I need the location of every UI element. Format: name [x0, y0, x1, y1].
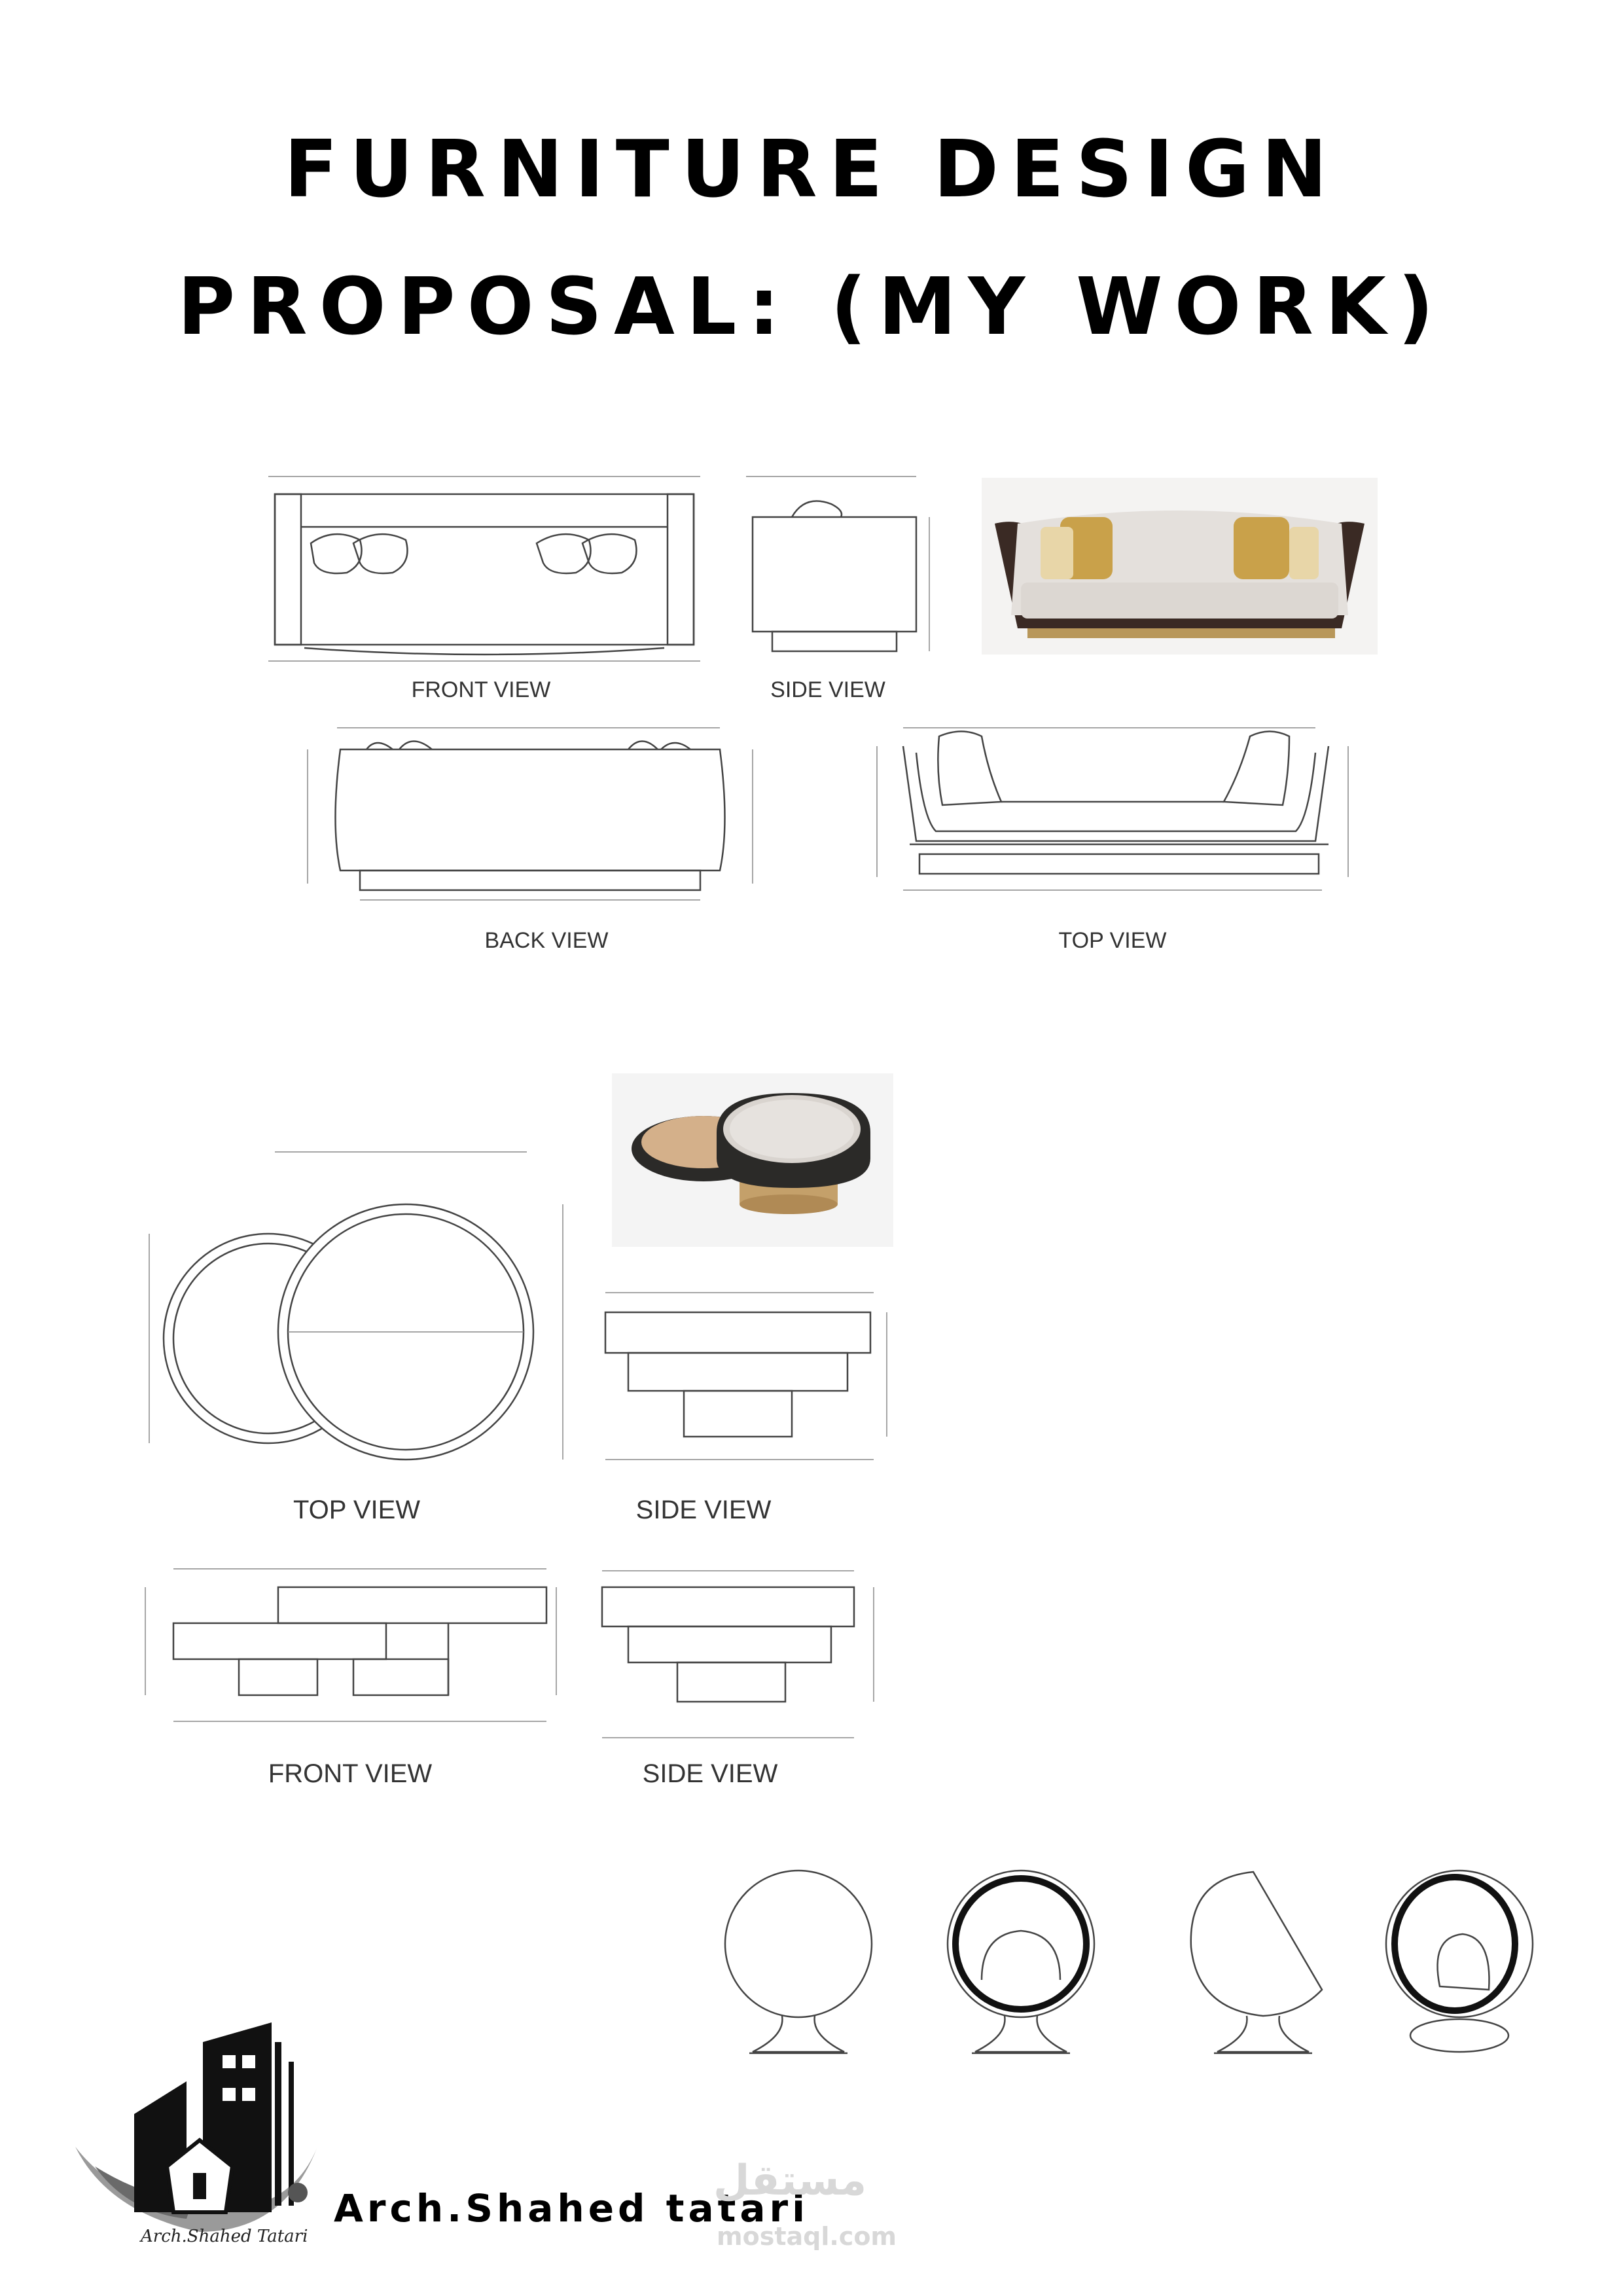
sofa-side-view-drawing	[733, 465, 942, 674]
architect-logo	[69, 2016, 344, 2258]
table-side-view-2-label: SIDE VIEW	[642, 1759, 778, 1788]
sofa-top-view-label: TOP VIEW	[1058, 928, 1167, 953]
ball-chair-side-drawing	[1185, 1869, 1342, 2058]
watermark-latin: mostaql.com	[717, 2222, 897, 2251]
table-top-view-drawing	[144, 1142, 582, 1482]
sofa-top-view-drawing	[864, 720, 1361, 910]
title-line-2: PROPOSAL: (MY WORK)	[177, 262, 1446, 353]
sofa-front-view-label: FRONT VIEW	[411, 677, 551, 702]
watermark-arabic: مستقل	[713, 2157, 867, 2205]
logo-signature: Arch.Shahed Tatari	[141, 2227, 308, 2246]
table-front-view-label: FRONT VIEW	[268, 1759, 433, 1788]
sofa-side-view-label: SIDE VIEW	[770, 677, 885, 702]
table-front-view-drawing	[137, 1561, 569, 1738]
table-side-view-2-drawing	[592, 1561, 893, 1757]
table-photo	[612, 1073, 893, 1247]
ball-chair-front-drawing	[720, 1869, 877, 2058]
ball-chair-open-front-drawing	[942, 1869, 1099, 2058]
table-side-view-1-drawing	[599, 1283, 900, 1473]
title-line-1: FURNITURE DESIGN	[284, 124, 1339, 215]
ball-chair-angled-drawing	[1378, 1869, 1541, 2058]
sofa-back-view-drawing	[301, 720, 785, 910]
sofa-front-view-drawing	[262, 465, 720, 674]
architect-name: Arch.Shahed tatari	[334, 2186, 809, 2231]
table-top-view-label: TOP VIEW	[293, 1496, 421, 1524]
sofa-back-view-label: BACK VIEW	[484, 928, 609, 953]
sofa-photo	[982, 478, 1378, 655]
table-side-view-1-label: SIDE VIEW	[635, 1496, 772, 1524]
